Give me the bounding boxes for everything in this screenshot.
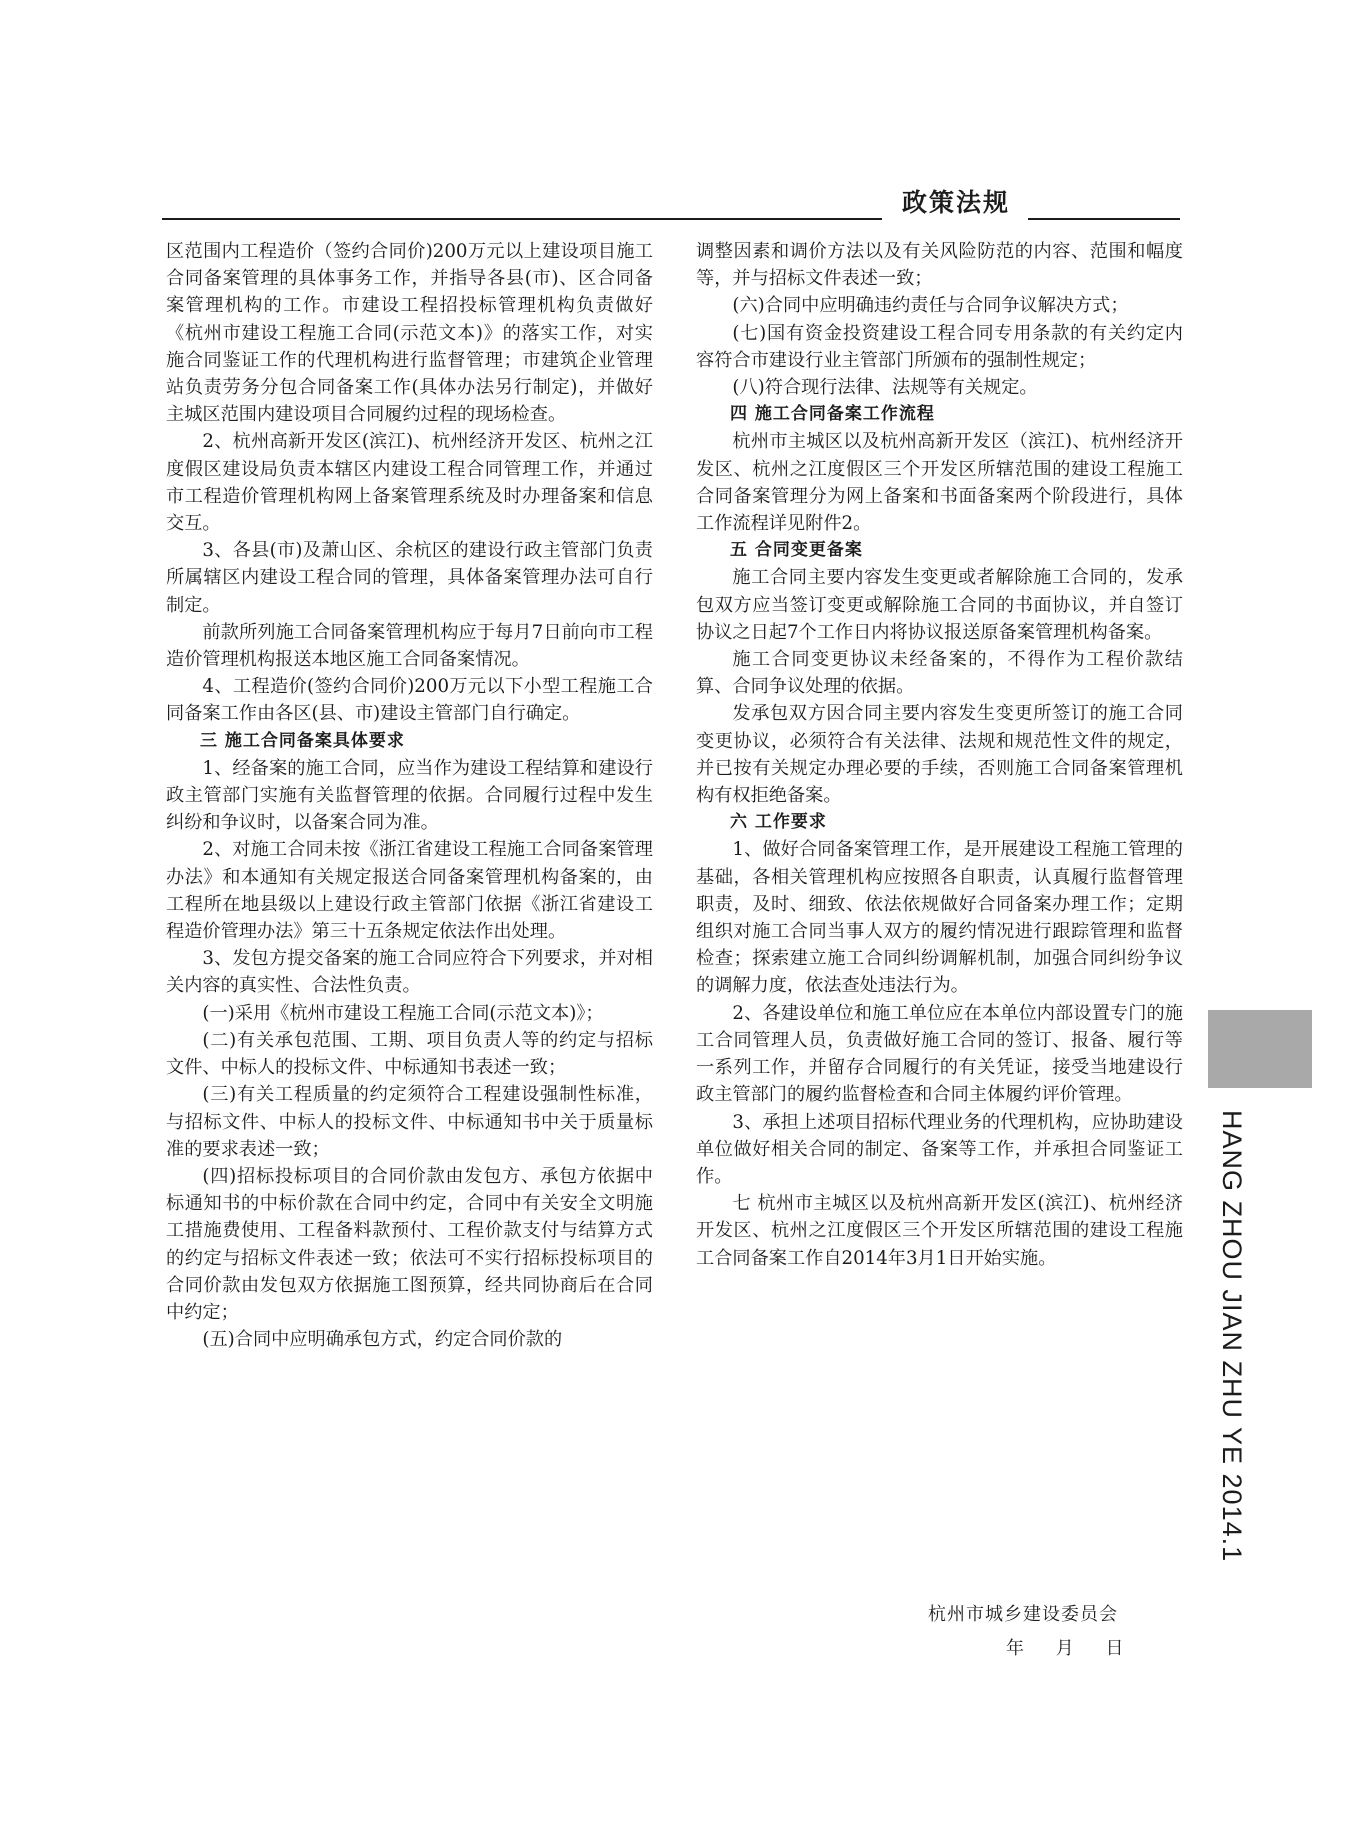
paragraph: 3、发包方提交备案的施工合同应符合下列要求，并对相关内容的真实性、合法性负责。 [166, 948, 653, 997]
journal-title: HANG ZHOU JIAN ZHU YE 2014.1 [1217, 1110, 1247, 1563]
paragraph-continuation: 调整因素和调价方法以及有关风险防范的内容、范围和幅度等，并与招标文件表述一致； [696, 241, 1183, 290]
paragraph: (六)合同中应明确违约责任与合同争议解决方式； [732, 295, 1129, 317]
paragraph: (三)有关工程质量的约定须符合工程建设强制性标准，与招标文件、中标人的投标文件、中标通知书中关于质量标准的要求表述一致； [166, 1084, 653, 1160]
paragraph: (五)合同中应明确承包方式，约定合同价款的 [202, 1329, 563, 1351]
section-heading: 六 工作要求 [730, 812, 827, 833]
paragraph: 施工合同主要内容发生变更或者解除施工合同的，发承包双方应当签订变更或解除施工合同的书面协议，并自签订协议之日起7个工作日内将协议报送原备案管理机构备案。 [696, 567, 1183, 643]
section-heading: 三 施工合同备案具体要求 [200, 730, 405, 751]
paragraph: (一)采用《杭州市建设工程施工合同(示范文本)》； [202, 1002, 604, 1024]
paragraph: 3、承担上述项目招标代理业务的代理机构，应协助建设单位做好相关合同的制定、备案等工作，并承担合同鉴证工作。 [696, 1111, 1183, 1187]
paragraph: 2、对施工合同未按《浙江省建设工程施工合同备案管理办法》和本通知有关规定报送合同备案管理机构备案的，由工程所在地县级以上建设行政主管部门依据《浙江省建设工程造价管理办法》第三十五条规定依法作出处理。 [166, 839, 653, 943]
paragraph: 2、杭州高新开发区(滨江)、杭州经济开发区、杭州之江度假区建设局负责本辖区内建设工程合同管理工作，并通过市工程造价管理机构网上备案管理系统及时办理备案和信息交互。 [166, 431, 653, 535]
paragraph: 3、各县(市)及萧山区、余杭区的建设行政主管部门负责所属辖区内建设工程合同的管理，具体备案管理办法可自行制定。 [166, 540, 653, 616]
signature-date: 年 月 日 [1006, 1638, 1125, 1659]
paragraph: (七)国有资金投资建设工程合同专用条款的有关约定内容符合市建设行业主管部门所颁布的强制性规定； [696, 322, 1183, 371]
section-title: 政策法规 [901, 188, 1010, 217]
paragraph: 1、做好合同备案管理工作，是开展建设工程施工管理的基础，各相关管理机构应按照各自职责，认真履行监督管理职责，及时、细致、依法依规做好合同备案办理工作；定期组织对施工合同当事人双方的履约情况进行跟踪管理和监督检查；探索建立施工合同纠纷调解机制，加强合同纠纷争议的调解力度，依法查处违法行为。 [696, 839, 1183, 997]
paragraph: 1、经备案的施工合同，应当作为建设工程结算和建设行政主管部门实施有关监督管理的依据。合同履行过程中发生纠纷和争议时，以备案合同为准。 [166, 757, 653, 834]
paragraph: 4、工程造价(签约合同价)200万元以下小型工程施工合同备案工作由各区(县、市)建设主管部门自行确定。 [166, 676, 653, 725]
right-column [696, 238, 1183, 1272]
paragraph: (二)有关承包范围、工期、项目负责人等的约定与招标文件、中标人的投标文件、中标通知书表述一致； [166, 1029, 653, 1079]
header-rule-right [1028, 218, 1180, 220]
paragraph: 杭州市主城区以及杭州高新开发区（滨江)、杭州经济开发区、杭州之江度假区三个开发区所辖范围的建设工程施工合同备案管理分为网上备案和书面备案两个阶段进行，具体工作流程详见附件2。 [696, 431, 1183, 535]
paragraph: 施工合同变更协议未经备案的，不得作为工程价款结算、合同争议处理的依据。 [696, 649, 1183, 698]
paragraph: 前款所列施工合同备案管理机构应于每月7日前向市工程造价管理机构报送本地区施工合同备案情况。 [166, 621, 653, 671]
paragraph: (四)招标投标项目的合同价款由发包方、承包方依据中标通知书的中标价款在合同中约定，合同中有关安全文明施工措施费使用、工程备料款预付、工程价款支付与结算方式的约定与招标文件表述一致；依法可不实行招标投标项目的合同价款由发包双方依据施工图预算，经共同协商后在合同中约定； [166, 1165, 653, 1323]
paragraph: 七 杭州市主城区以及杭州高新开发区(滨江)、杭州经济开发区、杭州之江度假区三个开发区所辖范围的建设工程施工合同备案工作自2014年3月1日开始实施。 [696, 1193, 1183, 1269]
paragraph-continuation: 区范围内工程造价（签约合同价)200万元以上建设项目施工合同备案管理的具体事务工作，并指导各县(市)、区合同备案管理机构的工作。市建设工程招投标管理机构负责做好《杭州市建设工程施工合同(示范文本)》的落实工作，对实施合同鉴证工作的代理机构进行监督管理；市建筑企业管理站负责劳务分包合同备案工作(具体办法另行制定)，并做好主城区范围内建设项目合同履约过程的现场检查。 [166, 241, 653, 426]
paragraph: (八)符合现行法律、法规等有关规定。 [732, 377, 1038, 399]
paragraph: 发承包双方因合同主要内容发生变更所签订的施工合同变更协议，必须符合有关法律、法规和规范性文件的规定，并已按有关规定办理必要的手续，否则施工合同备案管理机构有权拒绝备案。 [696, 703, 1183, 807]
header-rule-left [162, 218, 882, 220]
signature-block [928, 1598, 1168, 1666]
side-tab-marker [1208, 1010, 1312, 1088]
section-heading: 五 合同变更备案 [730, 540, 863, 561]
paragraph: 2、各建设单位和施工单位应在本单位内部设置专门的施工合同管理人员，负责做好施工合同的签订、报备、履行等一系列工作，并留存合同履行的有关凭证，接受当地建设行政主管部门的履约监督检查和合同主体履约评价管理。 [696, 1002, 1183, 1106]
left-column [166, 238, 653, 1353]
section-heading: 四 施工合同备案工作流程 [730, 404, 935, 425]
signature-organization: 杭州市城乡建设委员会 [928, 1604, 1118, 1625]
